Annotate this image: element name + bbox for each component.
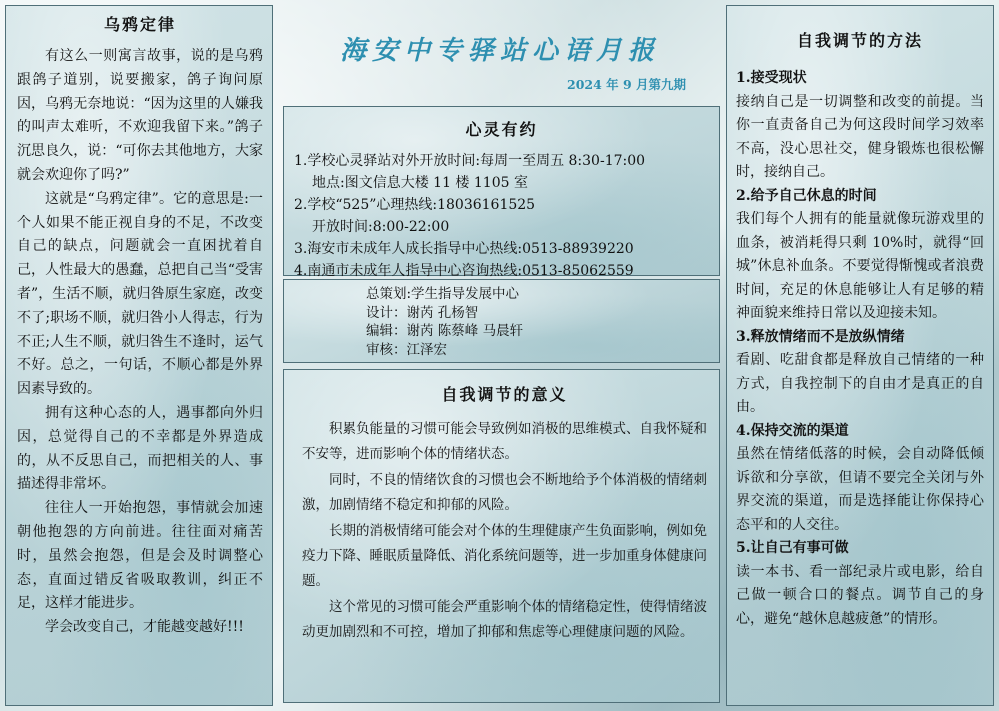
appointment-line: 1.学校心灵驿站对外开放时间:每周一至周五 8:30-17:00 xyxy=(294,153,646,169)
credits-panel xyxy=(283,279,720,363)
crow-law-paragraph: 这就是“乌鸦定律”。它的意思是:一个人如果不能正视自身的不足，不改变自己的缺点，问题就会一直困扰着自己，人性最大的愚蠢，总把自己当“受害者”，生活不顺，就归咎原生家庭，改变不了;职场不顺，就归咎小人得志，行为不正;人生不顺，就归咎生不逢时，运气不好。总之，一句话，不顺心都是外界因素导致的。 xyxy=(17,190,263,398)
methods-title: 自我调节的方法 xyxy=(796,31,923,50)
appointment-line: 2.学校“525”心理热线:18036161525 xyxy=(294,197,536,213)
meaning-paragraph: 这个常见的习惯可能会严重影响个体的情绪稳定性，使得情绪波动更加剧烈和不可控，增加了抑郁和焦虑等心理健康问题的风险。 xyxy=(302,598,707,641)
method-heading: 1.接受现状 xyxy=(736,70,807,86)
crow-law-paragraph: 有这么一则寓言故事，说的是乌鸦跟鸽子道别，说要搬家，鸽子询问原因，乌鸦无奈地说：“因为这里的人嫌我的叫声太难听，不欢迎我留下来。”鸽子沉思良久，说：“可你去其他地方，大家就会欢迎你了吗?” xyxy=(17,48,263,183)
methods-panel xyxy=(726,5,994,706)
method-text: 虽然在情绪低落的时候，会自动降低倾诉欲和分享欲，但请不要完全关闭与外界交流的渠道，而是选择能让你保持心态平和的人交往。 xyxy=(736,446,984,533)
method-heading: 2.给予自己休息的时间 xyxy=(736,187,877,204)
crow-law-title: 乌鸦定律 xyxy=(103,15,176,34)
crow-law-panel xyxy=(5,5,273,706)
meaning-paragraph: 长期的消极情绪可能会对个体的生理健康产生负面影响，例如免疫力下降、睡眠质量降低、消化系统问题等，进一步加重身体健康问题。 xyxy=(302,522,707,590)
method-text: 我们每个人拥有的能量就像玩游戏里的血条，被消耗得只剩 10%时，就得“回城”休息补血条。不要觉得惭愧或者浪费时间，充足的休息能够让人有足够的精神面貌来维持日常以及迎接未知。 xyxy=(736,211,984,321)
appointment-line: 4.南通市未成年人指导中心咨询热线:0513-85062559 xyxy=(294,263,634,279)
appointment-line: 开放时间:8:00-22:00 xyxy=(312,219,450,235)
meaning-paragraph: 同时，不良的情绪饮食的习惯也会不断地给予个体消极的情绪刺激，加剧情绪不稳定和抑郁的风险。 xyxy=(302,471,707,514)
method-text: 看剧、吃甜食都是释放自己情绪的一种方式，自我控制下的自由才是真正的自由。 xyxy=(736,352,984,415)
crow-law-paragraph: 拥有这种心态的人，遇事都向外归因，总觉得自己的不幸都是外界造成的，从不反思自己，而把相关的人、事描述得非常坏。 xyxy=(17,404,263,493)
method-text: 读一本书、看一部纪录片或电影，给自己做一顿合口的餐点。调节自己的身心，避免“越休息越疲惫”的情形。 xyxy=(736,563,984,627)
appointment-panel xyxy=(283,106,720,279)
method-heading: 4.保持交流的渠道 xyxy=(736,422,849,439)
appointment-title: 心灵有约 xyxy=(465,120,538,139)
meaning-panel xyxy=(283,369,720,703)
credit-line: 编辑：谢芮 陈蔡峰 马晨轩 xyxy=(366,323,524,339)
meaning-title: 自我调节的意义 xyxy=(441,385,568,404)
crow-law-paragraph: 学会改变自己，才能越变越好!!! xyxy=(45,619,244,636)
method-text: 接纳自己是一切调整和改变的前提。当你一直责备自己为何这段时间学习效率不高，没心思社交，健身锻炼也很松懈时，接纳自己。 xyxy=(736,93,984,180)
masthead-title: 海安中专驿站心语月报 xyxy=(339,36,660,66)
method-heading: 5.让自己有事可做 xyxy=(736,540,849,556)
method-heading: 3.释放情绪而不是放纵情绪 xyxy=(736,328,905,345)
appointment-line: 地点:图文信息大楼 11 楼 1105 室 xyxy=(312,175,528,191)
crow-law-paragraph: 往往人一开始抱怨，事情就会加速朝他抱怨的方向前进。往往面对痛苦时，虽然会抱怨，但是会及时调整心态，直面过错反省吸取教训，纠正不足，这样才能进步。 xyxy=(17,500,263,612)
credit-line: 设计：谢芮 孔杨智 xyxy=(366,304,479,321)
issue-label: 2024 年 9 月第九期 xyxy=(567,77,687,92)
meaning-paragraph: 积累负能量的习惯可能会导致例如消极的思维模式、自我怀疑和不安等，进而影响个体的情绪状态。 xyxy=(302,421,707,463)
masthead xyxy=(300,30,700,67)
credit-line: 审核：江泽宏 xyxy=(366,341,447,358)
appointment-line: 3.海安市未成年人成长指导中心热线:0513-88939220 xyxy=(294,241,634,257)
credit-line: 总策划:学生指导发展中心 xyxy=(366,286,520,302)
